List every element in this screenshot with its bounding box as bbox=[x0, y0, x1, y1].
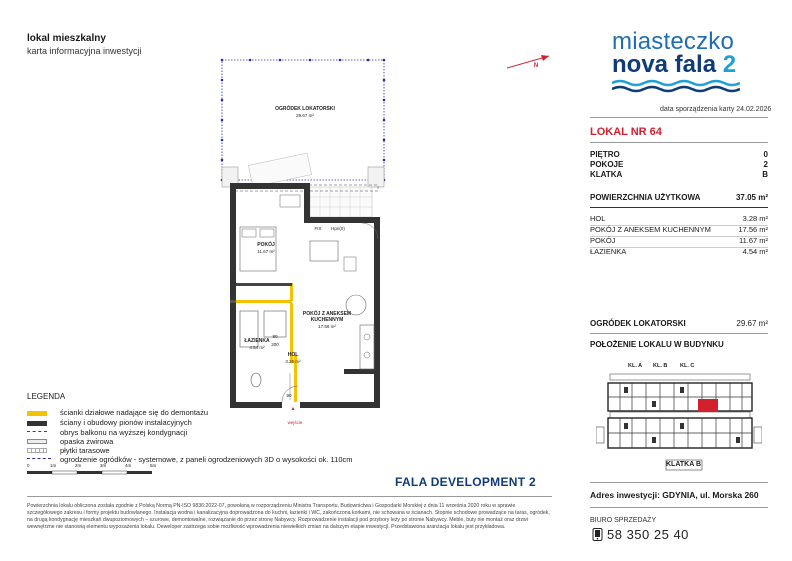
info-floor-label: PIĘTRO bbox=[590, 150, 620, 159]
hol-area: 3.28 m² bbox=[285, 359, 301, 364]
compass-north-icon bbox=[505, 52, 555, 72]
aneks-name-1: POKÓJ Z ANEKSEM bbox=[302, 311, 352, 317]
divider bbox=[590, 507, 768, 508]
divider bbox=[590, 142, 768, 143]
garden-room-area: 29.67 m² bbox=[296, 113, 314, 118]
lokal-number: LOKAL NR 64 bbox=[590, 126, 662, 138]
room-row bbox=[590, 235, 768, 246]
scale-2: 2m bbox=[75, 463, 82, 468]
legend-item: płytki tarasowe bbox=[60, 446, 110, 455]
room-row bbox=[590, 246, 768, 257]
compass-label: N bbox=[533, 63, 539, 69]
legend-item: ścianki działowe nadające się do demontażu bbox=[60, 408, 209, 417]
scale-4: 4m bbox=[125, 463, 132, 468]
divider bbox=[27, 496, 552, 497]
garden-room-name: OGRÓDEK LOKATORSKI bbox=[275, 106, 335, 112]
investment-address: Adres inwestycji: GDYNIA, ul. Morska 260 bbox=[590, 490, 759, 500]
scale-0: 0 bbox=[27, 463, 30, 468]
logo-waves-icon bbox=[612, 79, 740, 93]
sales-office-label: BIURO SPRZEDAŻY bbox=[590, 517, 657, 524]
fix-label: FIX bbox=[314, 226, 322, 231]
hol-name: HOL bbox=[287, 352, 299, 358]
divider bbox=[590, 207, 768, 208]
phone-icon bbox=[592, 528, 603, 541]
scale-3: 3m bbox=[100, 463, 107, 468]
lazienka-area: 4.54 m² bbox=[249, 345, 265, 350]
info-floor-value: 0 bbox=[763, 150, 768, 159]
legend-item: ogrodzenie ogródków - systemowe, z paneli ogrodzeniowych 3D o wysokości ok. 110cm bbox=[60, 455, 353, 464]
legend-item: ściany i obudowy pionów instalacyjnych bbox=[60, 418, 192, 427]
pokoj-name: POKÓJ bbox=[257, 242, 275, 248]
document-subtitle: karta informacyjna inwestycji bbox=[27, 46, 142, 56]
area-label: POWIERZCHNIA UŻYTKOWA bbox=[590, 193, 701, 202]
pokoj-area: 11.67 m² bbox=[257, 249, 275, 254]
room-area: 4.54 m² bbox=[742, 247, 768, 256]
garden-value: 29.67 m² bbox=[736, 319, 768, 328]
kl-a-label: KL. A bbox=[628, 363, 643, 369]
logo-number: 2 bbox=[722, 51, 737, 78]
legend-swatch-partition bbox=[27, 411, 47, 416]
room-label: POKÓJ Z ANEKSEM KUCHENNYM bbox=[590, 225, 711, 234]
entry-door-width: 90 bbox=[286, 393, 292, 398]
legend-title: LEGENDA bbox=[27, 392, 66, 401]
garden-label: OGRÓDEK LOKATORSKI bbox=[590, 319, 686, 328]
room-area: 3.28 m² bbox=[742, 214, 768, 223]
info-rooms-label: POKOJE bbox=[590, 160, 624, 169]
divider bbox=[590, 333, 768, 334]
area-value: 37.05 m² bbox=[735, 193, 768, 202]
footer-disclaimer: Powierzchnia lokalu obliczona została zgodnie z Polską Normą PN-ISO 9836:2022-07, powołaną w rozporządzeniu Ministra Transportu, Budownictwa i Gospodarki Morskiej z dnia 11 września 2020 roku w sprawie szczegółowego zakresu i formy projektu budowlanego. Instalacja wodna i kanalizacyjna doprowadzona do kuchni, łazienki i WC, zakończona korkami, nie schowana w ścianach. Stopnie schodowe prowadzące na taras, ogródek, na drugą kondygnację mieszkań dwupoziomowych – szurowe, demontowalne, rozwiązanie do przez stronę Nabywcy. Rozprowadzenie instalacji pod przybory leży po stronie Nabywcy. Meble, buty nie montaż oraz drzwi wewnętrzne nie stanowią elementu wyposażenia lokalu. Deweloper zastrzega sobie możliwość wprowadzenia niewielkich zmian na dalszym etapie inwestycji. Przedstawiona aranżacja lokalu jest przykładowa. bbox=[27, 503, 550, 530]
legend-item: obrys balkonu na wyższej kondygnacji bbox=[60, 428, 188, 437]
kl-c-label: KL. C bbox=[680, 363, 695, 369]
kl-b-label: KL. B bbox=[653, 363, 668, 369]
creation-date: data sporządzenia karty 24.02.2026 bbox=[660, 106, 772, 113]
legend-swatch-fence bbox=[27, 458, 51, 459]
legend-item: opaska żwirowa bbox=[60, 437, 114, 446]
klatka-label: KLATKA B bbox=[666, 461, 701, 468]
room-label: ŁAZIENKA bbox=[590, 247, 627, 256]
lazienka-name: ŁAZIENKA bbox=[244, 338, 270, 344]
aneks-area: 17.56 m² bbox=[318, 324, 336, 329]
info-stair-value: B bbox=[762, 170, 768, 179]
room-area: 17.56 m² bbox=[738, 225, 768, 234]
legend-swatch-balcony bbox=[27, 431, 47, 432]
logo-line1: miasteczko bbox=[612, 28, 735, 55]
sales-phone[interactable]: 58 350 25 40 bbox=[607, 527, 689, 542]
apartment-marker bbox=[698, 399, 718, 412]
hpn-label: Hpn(0) bbox=[331, 226, 345, 231]
door-height: 200 bbox=[271, 342, 279, 347]
info-stair-label: KLATKA bbox=[590, 170, 623, 179]
entrance-label: wejście bbox=[287, 420, 303, 425]
room-label: HOL bbox=[590, 214, 606, 223]
room-area: 11.67 m² bbox=[738, 236, 768, 245]
developer-logo: FALA DEVELOPMENT 2 bbox=[395, 475, 536, 489]
position-title: POŁOŻENIE LOKALU W BUDYNKU bbox=[590, 340, 724, 349]
scale-1: 1m bbox=[50, 463, 57, 468]
aneks-name-2: KUCHENNYM bbox=[310, 317, 344, 323]
document-type: lokal mieszkalny bbox=[27, 33, 106, 44]
building-position-plan bbox=[596, 357, 762, 472]
divider bbox=[590, 482, 768, 483]
room-row bbox=[590, 213, 768, 224]
legend-swatch-walls bbox=[27, 421, 47, 426]
divider bbox=[590, 117, 768, 118]
legend-swatch-tiles bbox=[27, 448, 47, 453]
room-label: POKÓJ bbox=[590, 236, 616, 245]
door-width: 80 bbox=[272, 334, 278, 339]
logo-line2: nova fala 2 bbox=[612, 51, 737, 78]
scale-5: 5m bbox=[150, 463, 157, 468]
scale-bar bbox=[27, 470, 167, 476]
room-row bbox=[590, 224, 768, 235]
entrance-arrow-icon bbox=[289, 407, 297, 410]
legend-swatch-gravel bbox=[27, 439, 47, 444]
info-rooms-value: 2 bbox=[763, 160, 768, 169]
